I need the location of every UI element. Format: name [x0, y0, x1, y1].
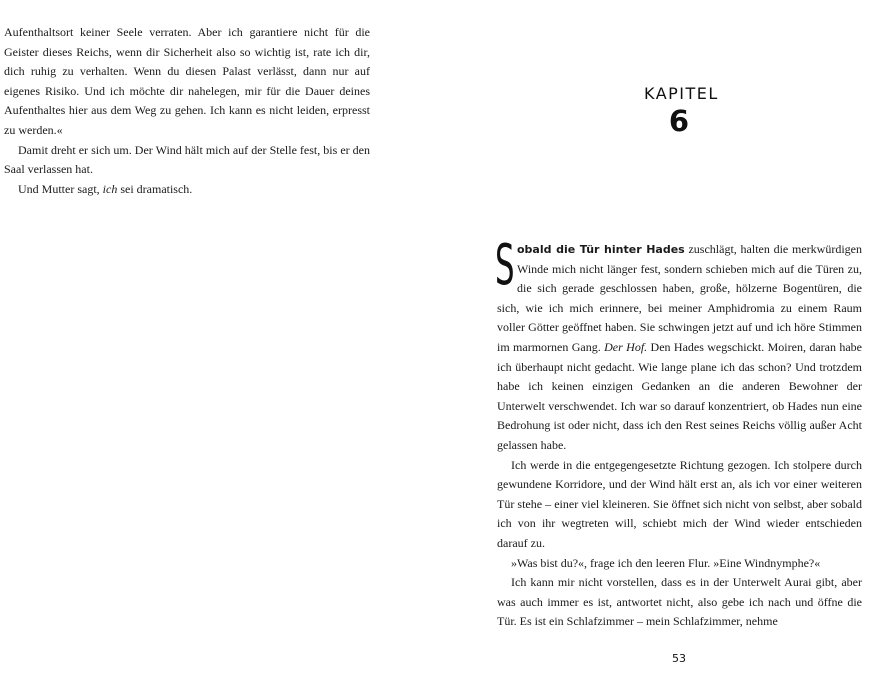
right-page-text [495, 233, 862, 632]
paragraph [4, 180, 370, 200]
left-page-text [4, 23, 370, 199]
page-number: 53 [672, 652, 686, 665]
paragraph: Ich kann mir nicht vorstellen, dass es in der Unterwelt Aurai gibt, aber was auch immer es ist, antwortet nicht, also gebe ich nach und öffne die Tür. Es ist ein Schlafzimmer – mein Schlafzimmer, nehme [497, 575, 862, 629]
emphasis-text: Der Hof. [604, 339, 648, 354]
paragraph: Damit dreht er sich um. Der Wind hält mich auf der Stelle fest, bis er den Saal verlassen hat. [4, 142, 370, 177]
text-span: zuschlägt, halten die merkwürdigen Winde mich nicht länger fest, sondern schieben mich auf die Türen zu, die sich gerade geschlossen haben, große, hölzerne Bogentüren, die sich, wie ich mich erinnere, bei meiner Amphidromia zu einem Raum voller Götter geöffnet haben. Sie schwingen jetzt auf und ich höre Stimmen im marmornen Gang. [497, 242, 862, 354]
paragraph: Ich werde in die entgegengesetzte Richtung gezogen. Ich stolpere durch gewundene Korridore, und der Wind hält erst an, als ich vor einer weiteren Tür stehe – einer viel kleineren. Sie öffnet sich nicht von selbst, aber sobald ich von ihr wegtreten will, schiebt mich der Wind wieder entschieden darauf zu. [497, 457, 862, 550]
paragraph: Aufenthaltsort keiner Seele verraten. Aber ich garantiere nicht für die Geister dieses Reichs, wenn dir Sicherheit also so wichtig ist, rate ich dir, dich ruhig zu verhalten. Wenn du diesen Palast verlässt, dann nur auf eigenes Risiko. Und ich möchte dir nahelegen, mir für die Dauer deines Aufenthaltes hier aus dem Weg zu gehen. Ich kann es nicht leiden, erpresst zu werden.« [4, 25, 370, 137]
emphasis-text: ich [102, 181, 118, 196]
paragraph [495, 233, 862, 456]
chapter-number: 6 [668, 104, 690, 138]
drop-cap: S [495, 233, 515, 298]
right-page [434, 0, 869, 695]
text-span: sei dramatisch. [117, 181, 193, 196]
text-span: Und Mutter sagt, [18, 181, 103, 196]
left-page [0, 0, 434, 695]
text-span: Den Hades wegschickt. Moiren, daran habe ich überhaupt nicht gedacht. Wie lange plane ich das schon? Und trotzdem habe ich keinen einzigen Gedanken an die anderen Bewohner der Unterwelt verschwendet. Ich war so darauf konzentriert, ob Hades nun eine Bedrohung ist oder nicht, dass ich den Rest seines Reichs völlig außer Acht gelassen habe. [497, 339, 862, 452]
paragraph: »Was bist du?«, frage ich den leeren Flur. »Eine Windnymphe?« [511, 555, 821, 570]
lead-in: obald die Tür hinter Hades [517, 243, 685, 256]
chapter-label: KAPITEL [644, 84, 719, 103]
